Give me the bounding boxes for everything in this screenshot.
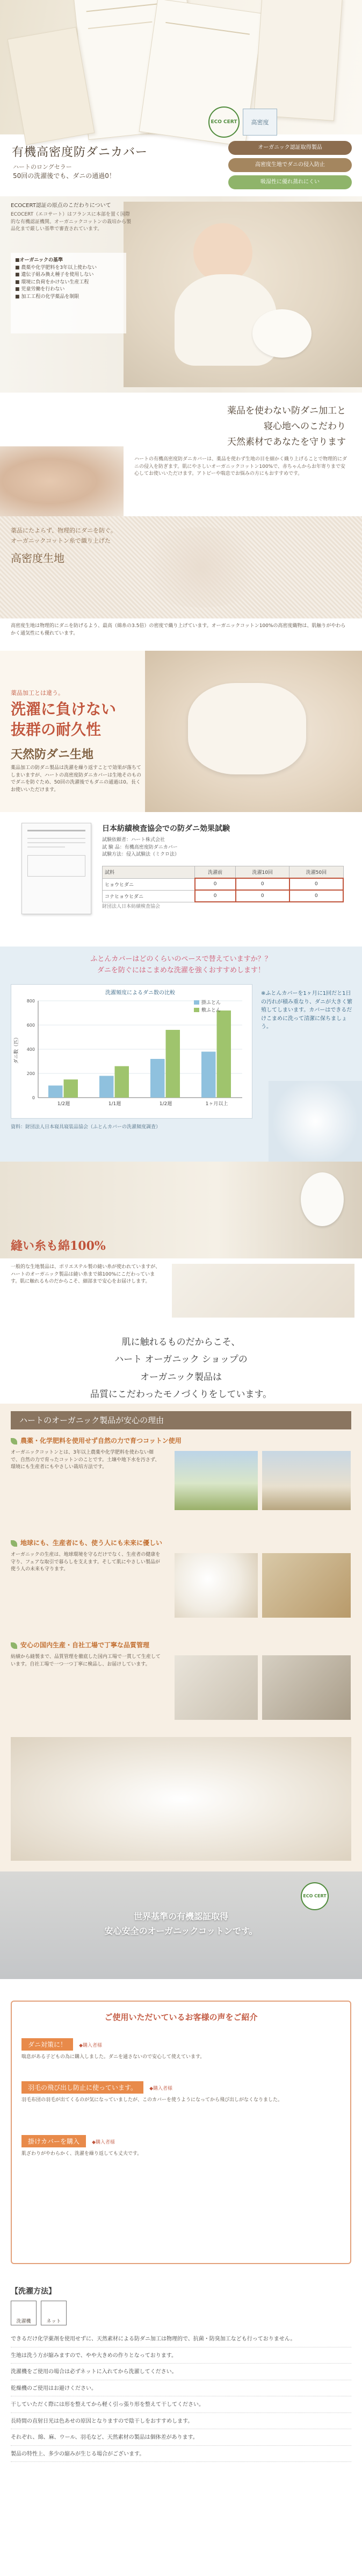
voice-title: 羽毛の飛び出し防止に使っています。 bbox=[21, 2081, 143, 2094]
cotton-boll bbox=[301, 1172, 344, 1226]
stitch-photo bbox=[172, 1264, 354, 1318]
farmer-photo bbox=[262, 1451, 351, 1510]
durability-subheadline: 天然防ダニ生地 bbox=[11, 748, 94, 762]
washing-paragraph: できるだけ化学薬剤を使用せずに、天然素材による防ダニ加工は物理的で、抗菌・防臭加工なども行っておりません。 bbox=[11, 2335, 351, 2347]
ecocert-body: ECOCERT（エコサート）はフランスに本部を置く国際的な有機認証機関。オーガニックコットンの栽培から製品化まで厳しい基準で審査されています。 bbox=[11, 212, 132, 232]
washing-paragraph: 干していただく際には形を整えてから軽く引っ張り形を整えて干してください。 bbox=[11, 2401, 351, 2413]
voice-title: ダニ対策に！ bbox=[21, 2038, 73, 2051]
laundry-net-icon: ネット bbox=[41, 2301, 67, 2325]
voice-body: 羽毛布団の羽毛が出てくるのが気になっていましたが、このカバーを使うようになってから飛び出しがなくなりました。 bbox=[21, 2097, 283, 2103]
voice-tag: ◆購入者様 bbox=[92, 2140, 115, 2145]
legend-label: 掛ふとん bbox=[201, 1000, 221, 1006]
feature-pill: 吸湿性に優れ蒸れにくい bbox=[228, 175, 352, 189]
wash-chart bbox=[11, 985, 253, 1119]
test-table bbox=[102, 866, 344, 902]
voice-title: 掛けカバーを購入 bbox=[21, 2135, 86, 2147]
legend-swatch bbox=[194, 1000, 199, 1005]
hero-banner bbox=[0, 0, 362, 134]
voice-item bbox=[21, 2081, 341, 2104]
reasons-heading: ハートのオーガニック製品が安心の理由 bbox=[11, 1411, 351, 1429]
washing-instructions bbox=[0, 2286, 362, 2576]
x-tick-label: 1/2週 bbox=[57, 1101, 70, 1107]
durability-label: 薬品加工とは違う。 bbox=[11, 689, 64, 696]
title-block bbox=[0, 119, 362, 196]
standard-item: ■ 遺伝子組み換え種子を使用しない bbox=[15, 272, 94, 277]
durability-headline: 洗濯に負けない 抜群の耐久性 bbox=[11, 700, 117, 738]
washing-paragraph: 生地は洗う方が縮みますので、やや大きめの作りとなっております。 bbox=[11, 2352, 351, 2364]
baby-section bbox=[0, 196, 362, 393]
reason-body: オーガニックコットンとは、3年以上農薬や化学肥料を使わない畑で、自然の力で育ったコットンのことです。土壌や地下水を汚さず、環境にも生産者にもやさしい栽培方法です。 bbox=[11, 1450, 160, 1470]
y-tick-label: 800 bbox=[26, 999, 35, 1004]
leaf-icon bbox=[11, 1642, 17, 1649]
y-tick-label: 600 bbox=[26, 1023, 35, 1028]
test-footnote: 財団法人日本紡績検査協会 bbox=[102, 904, 161, 909]
brand-statement bbox=[0, 1323, 362, 1404]
leaf-icon bbox=[11, 1438, 17, 1444]
test-meta: 試験依頼者：ハート株式会社 試 験 品：有機高密度防ダニカバー 試験方法：侵入試験法（ミクロ法） bbox=[102, 837, 180, 857]
washing-heading: 【洗濯方法】 bbox=[11, 2287, 56, 2296]
subtitle-line: 50回の洗濯後でも、ダニの通過0！ bbox=[13, 172, 115, 180]
washing-paragraph: 乾燥機のご使用はお避けください。 bbox=[11, 2385, 351, 2397]
certification-text: 世界基準の有機認証取得 安心安全のオーガニックコットンです。 bbox=[104, 1911, 258, 1937]
fabric-stretch-photo bbox=[145, 651, 362, 812]
voice-item bbox=[21, 2135, 341, 2158]
standards-box bbox=[11, 253, 126, 333]
bar bbox=[201, 1052, 216, 1098]
test-certificate bbox=[21, 823, 91, 914]
washing-photo bbox=[269, 1081, 362, 1162]
sewing-body: 一般的な生地製品は、ポリエステル製の縫い糸が使われていますが、ハートのオーガニック製品は縫い糸まで綿100%にこだわっています。肌に触れるものだからこそ、細部まで安心をお届けします。 bbox=[11, 1264, 161, 1284]
wash-heading: ふとんカバーはどのくらいのペースで替えていますか？？ ダニを防ぐにはこまめな洗濯を強くおすすめします！ bbox=[90, 955, 272, 974]
y-tick-label: 200 bbox=[26, 1071, 35, 1076]
bar bbox=[99, 1076, 114, 1098]
reasons-section bbox=[0, 1404, 362, 1871]
durability-body: 薬品加工の防ダニ製品は洗濯を繰り返すことで効果が落ちてしまいますが、ハートの高密度防ダニカバーは生地そのものでダニを防ぐため、50回の洗濯後でもダニの通過は0。長くお使いいただけます。 bbox=[11, 765, 142, 793]
baby-head bbox=[193, 223, 252, 282]
knit-heading: 薬品にたよらず、物理的にダニを防ぐ。 オーガニックコットン糸で織り上げた bbox=[11, 527, 117, 544]
wash-note: ※ふとんカバーを1ヶ月に1回だと1日の汚れが積み重なり、ダニが大きく繁殖してしまいます。カバーはできるだけこまめに洗って清潔に保ちましょう。 bbox=[261, 991, 352, 1030]
pesticide-free-section bbox=[0, 393, 362, 516]
bar bbox=[64, 1079, 78, 1098]
x-tick-label: 1/2週 bbox=[159, 1101, 172, 1107]
worker-photo bbox=[262, 1553, 351, 1618]
leaf-icon bbox=[11, 1540, 17, 1547]
table-header: 洗濯10回 bbox=[236, 866, 289, 879]
voice-tag: ◆購入者様 bbox=[149, 2086, 173, 2091]
voice-body: 肌ざわりがやわらかく、洗濯を繰り返しても丈夫です。 bbox=[21, 2151, 142, 2157]
table-header: 試料 bbox=[103, 866, 195, 879]
ecocert-heading: ECOCERT認証の原点のこだわりについて bbox=[11, 203, 111, 209]
table-header: 洗濯50回 bbox=[289, 866, 343, 879]
standards-heading: ■オーガニックの基準 bbox=[15, 258, 63, 263]
subtitle-line: ハートのロングセラー bbox=[13, 163, 72, 170]
cotton-field-photo bbox=[175, 1451, 258, 1510]
reason-body: オーガニックの生産は、地球環境を守るだけでなく、生産者の健康を守り、フェアな取引で暮らしを支えます。そして肌にやさしい製品が使う人の未来も守ります。 bbox=[11, 1552, 161, 1572]
y-axis-label: ダニ数（匹） bbox=[14, 1034, 19, 1064]
voice-body: 喘息がある子どもの為に購入しました。ダニを通さないので安心して使えています。 bbox=[21, 2054, 205, 2060]
voice-tag: ◆購入者様 bbox=[79, 2043, 103, 2048]
reason-title: 安心の国内生産・自社工場で丁寧な品質管理 bbox=[11, 1640, 351, 1649]
reason-body: 紡績から縫製まで、品質管理を徹底した国内工場で一貫して生産しています。自社工場で一つ一つ丁寧に検品し、お届けしています。 bbox=[11, 1654, 161, 1667]
factory-photo bbox=[175, 1655, 258, 1720]
table-row: コナヒョウヒダニ 0 0 0 bbox=[103, 890, 344, 902]
legend-label: 敷ふとん bbox=[201, 1008, 221, 1013]
durability-section bbox=[0, 651, 362, 812]
ecocert-badge: ECO CERT bbox=[208, 106, 240, 138]
cotton-closeup-photo bbox=[11, 1737, 351, 1861]
density-badge: 高密度 bbox=[243, 109, 277, 136]
baby-photo bbox=[124, 202, 362, 387]
washing-paragraph: それぞれ、綿、麻、ウール、羽毛など、天然素材の製品は個体差があります。 bbox=[11, 2433, 351, 2446]
customer-voices bbox=[0, 1979, 362, 2286]
voice-item bbox=[21, 2038, 341, 2061]
table-header: 洗濯前 bbox=[195, 866, 236, 879]
x-tick-label: 1ヶ月以上 bbox=[205, 1101, 228, 1107]
mite-test-section bbox=[0, 812, 362, 947]
test-title: 日本紡績検査協会での防ダニ効果試験 bbox=[102, 824, 230, 833]
knit-section bbox=[0, 516, 362, 651]
feature-pill: オーガニック認証取得製品 bbox=[228, 141, 352, 155]
x-tick-label: 1/1週 bbox=[108, 1101, 121, 1107]
product-title: 有機高密度防ダニカバー bbox=[12, 146, 148, 159]
bar bbox=[150, 1059, 165, 1098]
standard-item: ■ 環境に負荷をかけない生産工程 bbox=[15, 279, 89, 285]
plush-toy bbox=[252, 309, 312, 358]
statement-text: 肌に触れるものだからこそ、 ハート オーガニック ショップの オーガニック製品は 品質にこだわったモノづくりをしています。 bbox=[90, 1337, 272, 1400]
pesticide-heading: 薬品を使わない防ダニ加工と 寝心地へのこだわり 天然素材であなたを守ります bbox=[227, 405, 346, 447]
hand-photo bbox=[0, 446, 124, 516]
ecocert-badge: ECO CERT bbox=[301, 1882, 329, 1910]
sewing-headline: 縫い糸も綿100% bbox=[11, 1239, 106, 1253]
table-row: ヒョウヒダニ 0 0 0 bbox=[103, 878, 344, 890]
legend-swatch bbox=[194, 1008, 199, 1012]
reason-title: 農薬・化学肥料を使用せず自然の力で育つコットン使用 bbox=[11, 1436, 351, 1445]
feature-pill: 高密度生地でダニの侵入防止 bbox=[228, 158, 352, 172]
pesticide-body: ハートの有機高密度防ダニカバーは、薬品を使わず生地の目を細かく織り上げることで物理的にダニの侵入を防ぎます。肌にやさしいオーガニックコットン100%で、赤ちゃんからお年寄りまで安心してお使いいただけます。アトピーや喘息でお悩みの方にもおすすめです。 bbox=[134, 457, 347, 476]
wash-footnote: 資料：財団法人日本寝具寝装品協会（ふとんカバーの洗濯頻度調査） bbox=[11, 1125, 161, 1130]
washing-paragraph: 製品の特性上、多少の縮みが生じる場合がございます。 bbox=[11, 2450, 351, 2463]
product-package bbox=[254, 0, 343, 121]
standard-item: ■ 児童労働を行わない bbox=[15, 287, 65, 292]
knit-body: 高密度生地は物理的にダニを防げるよう、最高（綿糸の3.5倍）の密度で織り上げています。オーガニックコットン100%の高密度織物は、肌触りがやわらかく通気性にも優れています。 bbox=[11, 623, 346, 636]
y-tick-label: 400 bbox=[26, 1047, 35, 1052]
bar bbox=[166, 1030, 180, 1098]
washing-paragraph: 長時間の直射日光は色あせの原因となりますので陰干しをおすすめします。 bbox=[11, 2417, 351, 2430]
chart-title: 洗濯頻度によるダニ数の比較 bbox=[105, 990, 175, 996]
knit-title: 高密度生地 bbox=[11, 552, 64, 565]
voices-heading: ご使用いただいているお客様の声をご紹介 bbox=[104, 2012, 258, 2022]
standard-item: ■ 加工工程の化学薬品を制限 bbox=[15, 294, 79, 300]
bar bbox=[48, 1086, 63, 1098]
certification-banner bbox=[0, 1871, 362, 1979]
bar bbox=[217, 1011, 231, 1098]
y-tick-label: 0 bbox=[32, 1095, 35, 1100]
standard-item: ■ 農薬や化学肥料を3年以上使わない bbox=[15, 265, 97, 271]
washing-text bbox=[11, 2335, 351, 2466]
wash-chart-panel bbox=[11, 984, 252, 1119]
sewing-thread-section bbox=[0, 1162, 362, 1323]
sewing-photo bbox=[262, 1655, 351, 1720]
wash-frequency-section bbox=[0, 947, 362, 1162]
washing-machine-icon: 洗濯機 bbox=[11, 2301, 37, 2325]
cotton-photo bbox=[175, 1553, 258, 1618]
reason-title: 地球にも、生産者にも、使う人にも未来に優しい bbox=[11, 1538, 351, 1547]
bar bbox=[115, 1066, 129, 1098]
washing-paragraph: 洗濯機をご使用の場合は必ずネットに入れてから洗濯してください。 bbox=[11, 2368, 351, 2380]
